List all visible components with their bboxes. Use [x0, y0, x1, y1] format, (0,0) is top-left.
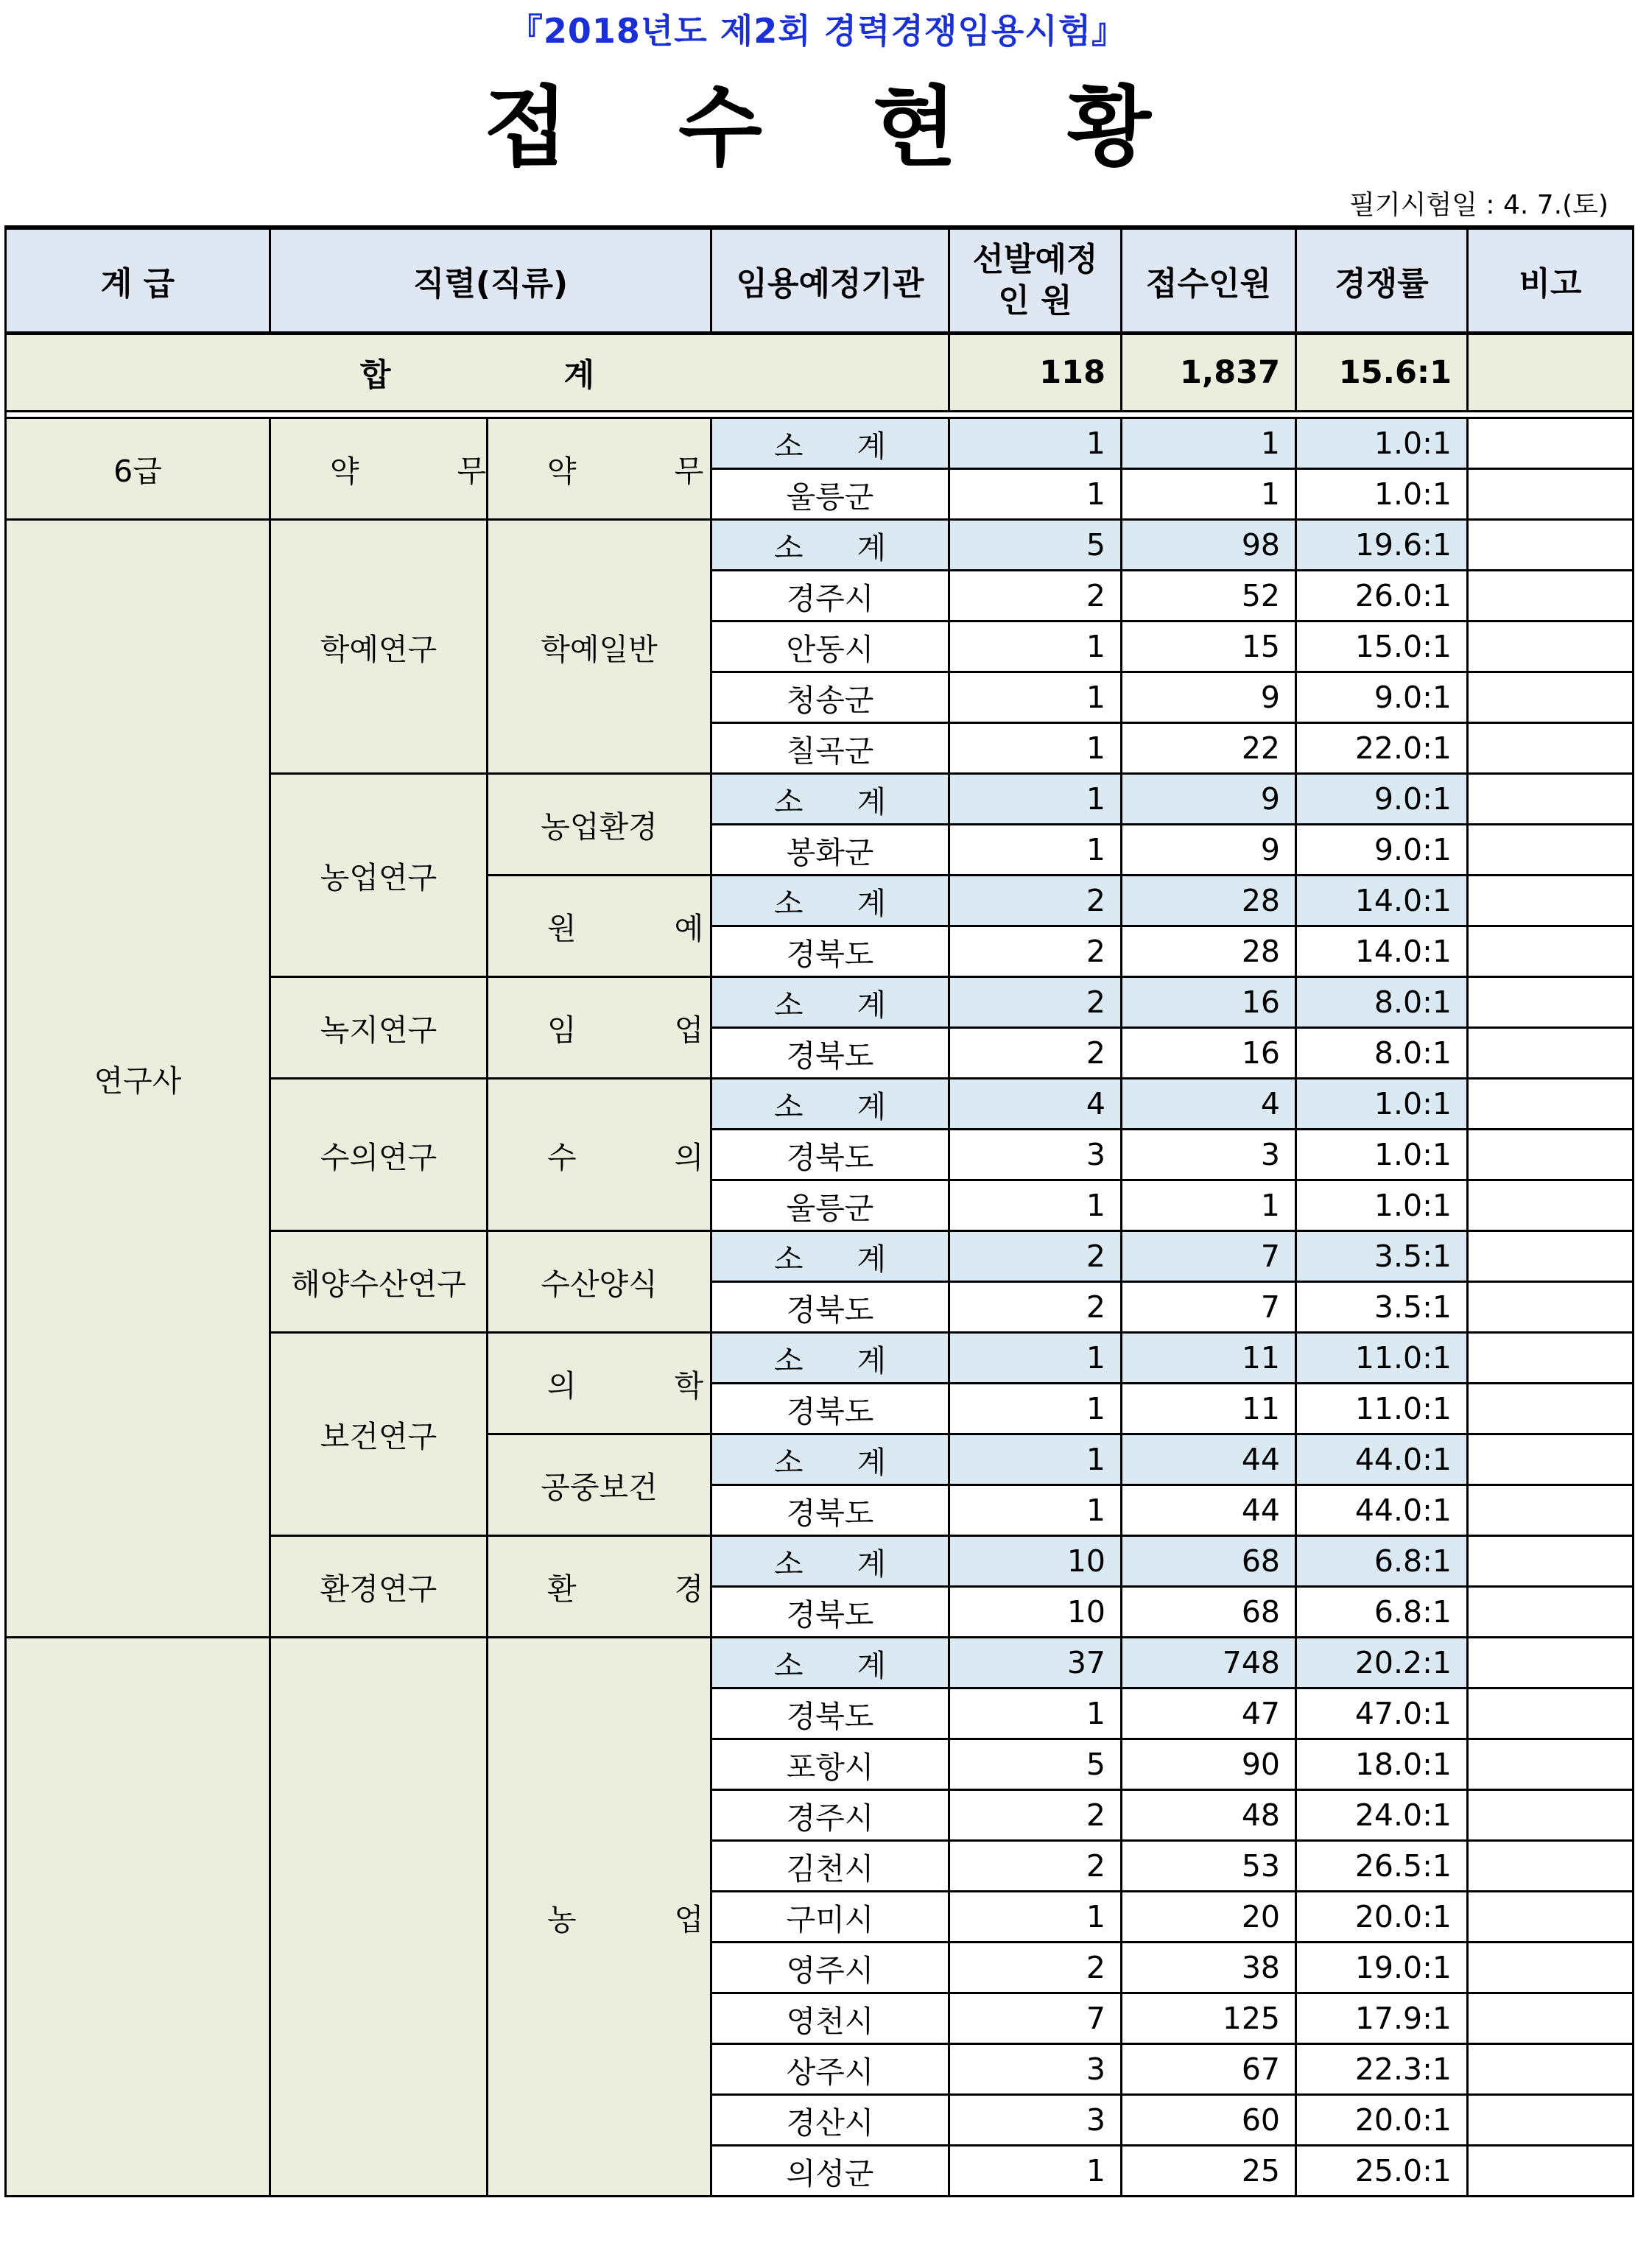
ratio-cell: 25.0:1: [1296, 2146, 1468, 2197]
subtotal-label: 소 계: [711, 1333, 949, 1384]
planned-cell: 1: [949, 469, 1122, 520]
total-label: 합 계: [6, 334, 949, 412]
note-cell: [1468, 1993, 1634, 2044]
applied-cell: 9: [1122, 672, 1296, 723]
applied-cell: 125: [1122, 1993, 1296, 2044]
applied-cell: 53: [1122, 1841, 1296, 1892]
note-cell: [1468, 1333, 1634, 1384]
job-kind-cell: 수 의: [488, 1079, 711, 1231]
series-cell: 농업연구: [270, 774, 488, 977]
planned-cell: 4: [949, 1079, 1122, 1130]
planned-cell: 1: [949, 1434, 1122, 1485]
planned-cell: 1: [949, 1384, 1122, 1434]
ratio-cell: 22.0:1: [1296, 723, 1468, 774]
ratio-cell: 26.5:1: [1296, 1841, 1468, 1892]
ratio-cell: 14.0:1: [1296, 876, 1468, 926]
ratio-cell: 11.0:1: [1296, 1333, 1468, 1384]
planned-cell: 2: [949, 1943, 1122, 1993]
ratio-cell: 24.0:1: [1296, 1790, 1468, 1841]
agency-cell: 경주시: [711, 571, 949, 621]
planned-cell: 7: [949, 1993, 1122, 2044]
subtotal-row: [6, 1638, 1634, 1688]
ratio-cell: 20.2:1: [1296, 1638, 1468, 1688]
grade-cell: 연구사: [6, 520, 270, 1638]
planned-cell: 3: [949, 2095, 1122, 2146]
applied-cell: 15: [1122, 621, 1296, 672]
applied-cell: 22: [1122, 723, 1296, 774]
exam-date: 필기시험일 : 4. 7.(토): [1349, 190, 1608, 220]
planned-cell: 1: [949, 1180, 1122, 1231]
total-applied: 1,837: [1122, 334, 1296, 412]
series-cell: 학예연구: [270, 520, 488, 774]
job-kind-cell: 의 학: [488, 1333, 711, 1434]
note-cell: [1468, 418, 1634, 469]
total-ratio: 15.6:1: [1296, 334, 1468, 412]
applied-cell: 1: [1122, 469, 1296, 520]
series-cell: 해양수산연구: [270, 1231, 488, 1333]
agency-cell: 울릉군: [711, 469, 949, 520]
total-planned: 118: [949, 334, 1122, 412]
subtotal-row: [6, 520, 1634, 571]
note-cell: [1468, 1536, 1634, 1587]
series-cell: [270, 1638, 488, 2197]
agency-cell: 봉화군: [711, 825, 949, 876]
ratio-cell: 20.0:1: [1296, 1892, 1468, 1943]
total-note: [1468, 334, 1634, 412]
agency-cell: 상주시: [711, 2044, 949, 2095]
planned-cell: 2: [949, 1841, 1122, 1892]
applied-cell: 1: [1122, 418, 1296, 469]
agency-cell: 경북도: [711, 1384, 949, 1434]
applied-cell: 28: [1122, 926, 1296, 977]
applied-cell: 3: [1122, 1130, 1296, 1180]
applied-cell: 16: [1122, 1028, 1296, 1079]
col-header-grade: 계 급: [6, 228, 270, 334]
subtotal-row: [6, 418, 1634, 469]
series-cell: 환경연구: [270, 1536, 488, 1638]
agency-cell: 포항시: [711, 1739, 949, 1790]
planned-cell: 1: [949, 825, 1122, 876]
note-cell: [1468, 1841, 1634, 1892]
applied-cell: 68: [1122, 1587, 1296, 1638]
applied-cell: 25: [1122, 2146, 1296, 2197]
planned-cell: 3: [949, 2044, 1122, 2095]
planned-cell: 37: [949, 1638, 1122, 1688]
note-cell: [1468, 1028, 1634, 1079]
applied-cell: 44: [1122, 1434, 1296, 1485]
col-header-note: 비고: [1468, 228, 1634, 334]
ratio-cell: 18.0:1: [1296, 1739, 1468, 1790]
series-cell: 약 무: [270, 418, 488, 520]
ratio-cell: 9.0:1: [1296, 825, 1468, 876]
ratio-cell: 22.3:1: [1296, 2044, 1468, 2095]
col-header-planned: 선발예정 인 원: [949, 228, 1122, 334]
planned-cell: 1: [949, 672, 1122, 723]
agency-cell: 영주시: [711, 1943, 949, 1993]
applied-cell: 11: [1122, 1384, 1296, 1434]
note-cell: [1468, 1688, 1634, 1739]
planned-cell: 1: [949, 723, 1122, 774]
planned-cell: 5: [949, 1739, 1122, 1790]
applied-cell: 90: [1122, 1739, 1296, 1790]
ratio-cell: 1.0:1: [1296, 418, 1468, 469]
agency-cell: 경산시: [711, 2095, 949, 2146]
planned-cell: 1: [949, 1892, 1122, 1943]
ratio-cell: 3.5:1: [1296, 1231, 1468, 1282]
note-cell: [1468, 1079, 1634, 1130]
note-cell: [1468, 520, 1634, 571]
job-kind-cell: 수산양식: [488, 1231, 711, 1333]
table-header-row: [6, 228, 1634, 334]
note-cell: [1468, 2095, 1634, 2146]
note-cell: [1468, 774, 1634, 825]
table-divider: [6, 412, 1634, 418]
ratio-cell: 44.0:1: [1296, 1485, 1468, 1536]
agency-cell: 의성군: [711, 2146, 949, 2197]
planned-cell: 2: [949, 571, 1122, 621]
series-cell: 보건연구: [270, 1333, 488, 1536]
ratio-cell: 14.0:1: [1296, 926, 1468, 977]
note-cell: [1468, 1180, 1634, 1231]
agency-cell: 청송군: [711, 672, 949, 723]
ratio-cell: 20.0:1: [1296, 2095, 1468, 2146]
ratio-cell: 1.0:1: [1296, 1180, 1468, 1231]
planned-cell: 1: [949, 1688, 1122, 1739]
note-cell: [1468, 1384, 1634, 1434]
job-kind-cell: 농업환경: [488, 774, 711, 876]
job-kind-cell: 농 업: [488, 1638, 711, 2197]
subtotal-label: 소 계: [711, 1079, 949, 1130]
ratio-cell: 44.0:1: [1296, 1434, 1468, 1485]
note-cell: [1468, 1434, 1634, 1485]
job-kind-cell: 환 경: [488, 1536, 711, 1638]
job-kind-cell: 약 무: [488, 418, 711, 520]
note-cell: [1468, 1790, 1634, 1841]
note-cell: [1468, 926, 1634, 977]
applied-cell: 4: [1122, 1079, 1296, 1130]
document-subtitle: 『2018년도 제2회 경력경쟁임용시험』: [508, 11, 1127, 51]
col-header-series: 직렬(직류): [270, 228, 711, 334]
ratio-cell: 11.0:1: [1296, 1384, 1468, 1434]
applied-cell: 48: [1122, 1790, 1296, 1841]
applied-cell: 67: [1122, 2044, 1296, 2095]
agency-cell: 경북도: [711, 926, 949, 977]
planned-cell: 10: [949, 1536, 1122, 1587]
note-cell: [1468, 1943, 1634, 1993]
planned-cell: 5: [949, 520, 1122, 571]
job-kind-cell: 임 업: [488, 977, 711, 1079]
agency-cell: 영천시: [711, 1993, 949, 2044]
note-cell: [1468, 1739, 1634, 1790]
ratio-cell: 1.0:1: [1296, 469, 1468, 520]
applied-cell: 11: [1122, 1333, 1296, 1384]
col-header-ratio: 경쟁률: [1296, 228, 1468, 334]
grade-cell: [6, 1638, 270, 2197]
planned-cell: 1: [949, 2146, 1122, 2197]
subtotal-label: 소 계: [711, 1536, 949, 1587]
applied-cell: 9: [1122, 825, 1296, 876]
applied-cell: 748: [1122, 1638, 1296, 1688]
agency-cell: 구미시: [711, 1892, 949, 1943]
subtotal-label: 소 계: [711, 876, 949, 926]
series-cell: 녹지연구: [270, 977, 488, 1079]
note-cell: [1468, 571, 1634, 621]
subtotal-label: 소 계: [711, 1638, 949, 1688]
job-kind-cell: 원 예: [488, 876, 711, 977]
planned-cell: 10: [949, 1587, 1122, 1638]
ratio-cell: 9.0:1: [1296, 774, 1468, 825]
planned-cell: 1: [949, 621, 1122, 672]
ratio-cell: 19.6:1: [1296, 520, 1468, 571]
subtotal-label: 소 계: [711, 1434, 949, 1485]
ratio-cell: 8.0:1: [1296, 977, 1468, 1028]
col-header-agency: 임용예정기관: [711, 228, 949, 334]
note-cell: [1468, 1587, 1634, 1638]
ratio-cell: 1.0:1: [1296, 1130, 1468, 1180]
note-cell: [1468, 876, 1634, 926]
planned-cell: 2: [949, 1790, 1122, 1841]
subtotal-label: 소 계: [711, 520, 949, 571]
planned-cell: 1: [949, 774, 1122, 825]
ratio-cell: 6.8:1: [1296, 1536, 1468, 1587]
note-cell: [1468, 723, 1634, 774]
applied-cell: 52: [1122, 571, 1296, 621]
note-cell: [1468, 469, 1634, 520]
agency-cell: 김천시: [711, 1841, 949, 1892]
applied-cell: 7: [1122, 1282, 1296, 1333]
ratio-cell: 47.0:1: [1296, 1688, 1468, 1739]
planned-cell: 1: [949, 1333, 1122, 1384]
note-cell: [1468, 825, 1634, 876]
note-cell: [1468, 1638, 1634, 1688]
agency-cell: 칠곡군: [711, 723, 949, 774]
planned-cell: 1: [949, 1485, 1122, 1536]
applied-cell: 9: [1122, 774, 1296, 825]
note-cell: [1468, 1282, 1634, 1333]
planned-cell: 2: [949, 876, 1122, 926]
note-cell: [1468, 621, 1634, 672]
agency-cell: 경북도: [711, 1028, 949, 1079]
total-row: [6, 334, 1634, 412]
series-cell: 수의연구: [270, 1079, 488, 1231]
job-kind-cell: 공중보건: [488, 1434, 711, 1536]
ratio-cell: 26.0:1: [1296, 571, 1468, 621]
ratio-cell: 8.0:1: [1296, 1028, 1468, 1079]
ratio-cell: 1.0:1: [1296, 1079, 1468, 1130]
applied-cell: 1: [1122, 1180, 1296, 1231]
document-title: 접수현황: [484, 77, 1262, 178]
agency-cell: 경북도: [711, 1130, 949, 1180]
planned-cell: 2: [949, 977, 1122, 1028]
subtotal-label: 소 계: [711, 774, 949, 825]
ratio-cell: 19.0:1: [1296, 1943, 1468, 1993]
planned-cell: 2: [949, 1282, 1122, 1333]
note-cell: [1468, 2044, 1634, 2095]
agency-cell: 경북도: [711, 1688, 949, 1739]
note-cell: [1468, 1231, 1634, 1282]
applied-cell: 7: [1122, 1231, 1296, 1282]
applied-cell: 20: [1122, 1892, 1296, 1943]
planned-cell: 2: [949, 1028, 1122, 1079]
applied-cell: 60: [1122, 2095, 1296, 2146]
col-header-applied: 접수인원: [1122, 228, 1296, 334]
planned-cell: 2: [949, 926, 1122, 977]
applied-cell: 47: [1122, 1688, 1296, 1739]
planned-cell: 1: [949, 418, 1122, 469]
ratio-cell: 9.0:1: [1296, 672, 1468, 723]
applied-cell: 68: [1122, 1536, 1296, 1587]
receipt-status-table: [4, 225, 1634, 2197]
note-cell: [1468, 672, 1634, 723]
subtotal-label: 소 계: [711, 1231, 949, 1282]
agency-cell: 경북도: [711, 1587, 949, 1638]
subtotal-label: 소 계: [711, 418, 949, 469]
ratio-cell: 3.5:1: [1296, 1282, 1468, 1333]
ratio-cell: 6.8:1: [1296, 1587, 1468, 1638]
agency-cell: 안동시: [711, 621, 949, 672]
subtotal-label: 소 계: [711, 977, 949, 1028]
agency-cell: 경북도: [711, 1282, 949, 1333]
applied-cell: 16: [1122, 977, 1296, 1028]
note-cell: [1468, 1130, 1634, 1180]
applied-cell: 44: [1122, 1485, 1296, 1536]
planned-cell: 3: [949, 1130, 1122, 1180]
planned-cell: 2: [949, 1231, 1122, 1282]
agency-cell: 경북도: [711, 1485, 949, 1536]
grade-cell: 6급: [6, 418, 270, 520]
note-cell: [1468, 977, 1634, 1028]
applied-cell: 98: [1122, 520, 1296, 571]
ratio-cell: 17.9:1: [1296, 1993, 1468, 2044]
note-cell: [1468, 1485, 1634, 1536]
applied-cell: 28: [1122, 876, 1296, 926]
job-kind-cell: 학예일반: [488, 520, 711, 774]
note-cell: [1468, 1892, 1634, 1943]
agency-cell: 경주시: [711, 1790, 949, 1841]
ratio-cell: 15.0:1: [1296, 621, 1468, 672]
applied-cell: 38: [1122, 1943, 1296, 1993]
agency-cell: 울릉군: [711, 1180, 949, 1231]
note-cell: [1468, 2146, 1634, 2197]
